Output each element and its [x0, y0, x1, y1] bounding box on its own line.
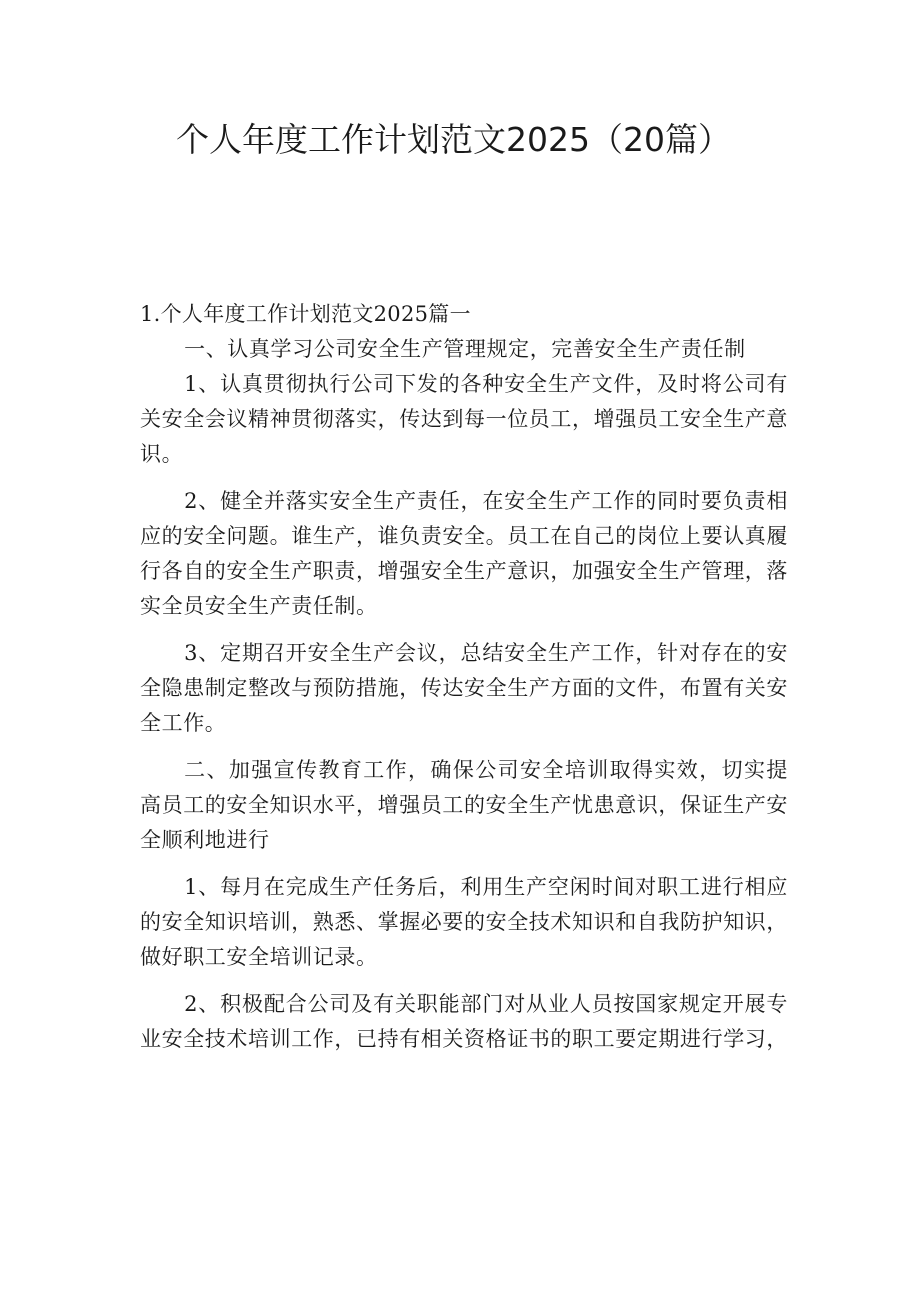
paragraph-heading-1: 一、认真学习公司安全生产管理规定，完善安全生产责任制 — [184, 337, 746, 361]
paragraph-1-1: 1、认真贯彻执行公司下发的各种安全生产文件，及时将公司有关安全会议精神贯彻落实，传达到每一位员工，增强员工安全生产意识。 — [140, 372, 788, 466]
paragraph-1-2: 2、健全并落实安全生产责任，在安全生产工作的同时要负责相应的安全问题。谁生产，谁负责安全。员工在自己的岗位上要认真履行各自的安全生产职责，增强安全生产意识，加强安全生产管理，落实全员安全生产责任制。 — [140, 489, 788, 618]
document-title: 个人年度工作计划范文2025（20篇） — [176, 120, 731, 159]
document-body — [140, 297, 788, 1057]
paragraph-2-2: 2、积极配合公司及有关职能部门对从业人员按国家规定开展专业安全技术培训工作，已持有相关资格证书的职工要定期进行学习， — [140, 992, 788, 1051]
paragraph-2-1: 1、每月在完成生产任务后，利用生产空闲时间对职工进行相应的安全知识培训，熟悉、掌握必要的安全技术知识和自我防护知识，做好职工安全培训记录。 — [140, 875, 788, 969]
section-heading: 1.个人年度工作计划范文2025篇一 — [140, 302, 471, 326]
paragraph-1-3: 3、定期召开安全生产会议，总结安全生产工作，针对存在的安全隐患制定整改与预防措施，传达安全生产方面的文件，布置有关安全工作。 — [140, 641, 788, 735]
paragraph-heading-2: 二、加强宣传教育工作，确保公司安全培训取得实效，切实提高员工的安全知识水平，增强员工的安全生产忧患意识，保证生产安全顺利地进行 — [140, 758, 788, 852]
